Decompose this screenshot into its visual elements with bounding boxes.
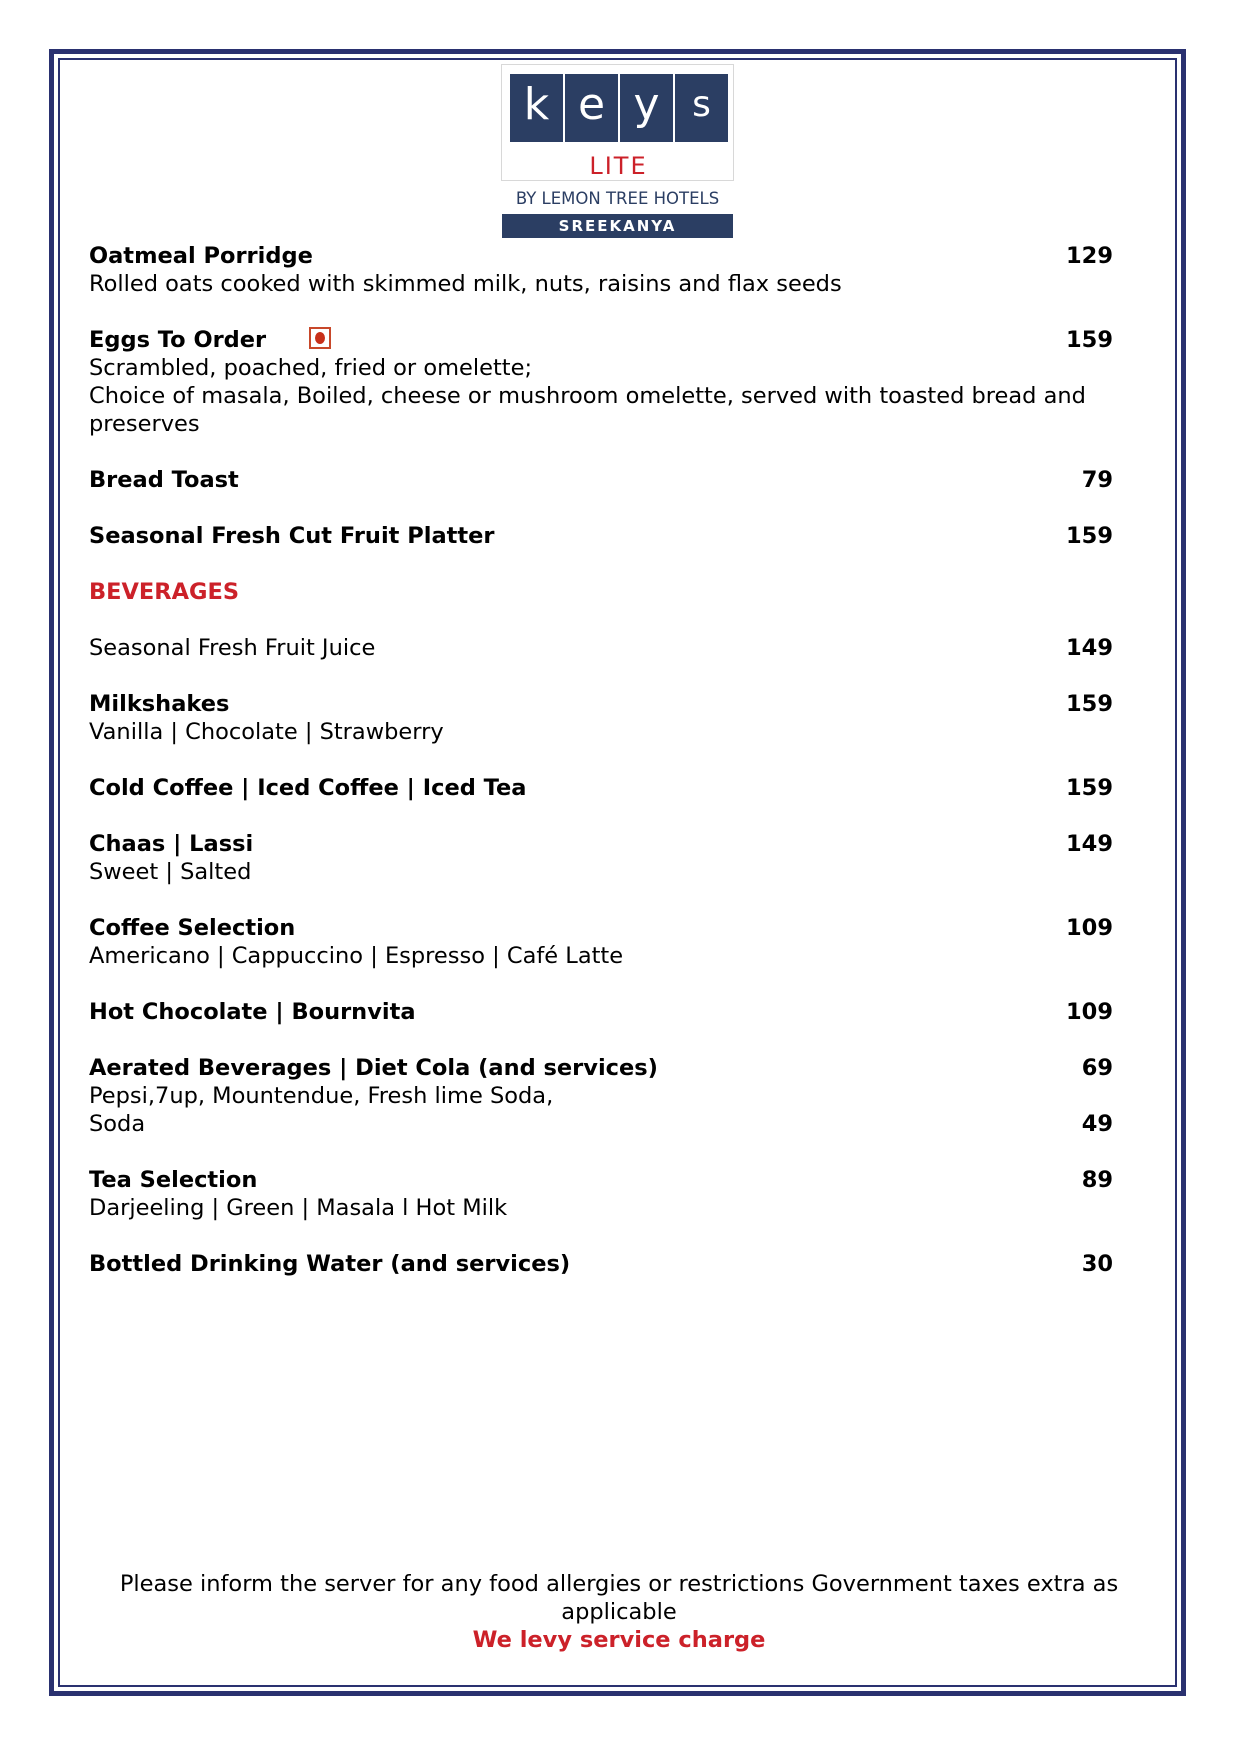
menu-item-price: 109 [1066, 999, 1113, 1025]
logo-byline: BY LEMON TREE HOTELS [515, 189, 720, 208]
menu-item-name: Oatmeal Porridge [89, 243, 313, 269]
menu-item-description: Rolled oats cooked with skimmed milk, nuts, raisins and flax seeds [89, 271, 842, 297]
hotel-logo [501, 64, 734, 238]
menu-item-price: 159 [1066, 327, 1113, 353]
variant-name: Soda [89, 1111, 146, 1137]
section-title-beverages: BEVERAGES [89, 579, 240, 605]
menu-item-row [89, 242, 1113, 270]
menu-item [89, 1166, 1113, 1222]
menu-item-description: Sweet | Salted [89, 859, 252, 885]
menu-item-description: Pepsi,7up, Mountendue, Fresh lime Soda, [89, 1083, 554, 1109]
menu-item [89, 998, 1113, 1026]
menu-item-price: 149 [1066, 635, 1113, 661]
menu-item-row [89, 1250, 1113, 1278]
logo-lite: LITE [589, 152, 648, 180]
menu-item [89, 634, 1113, 662]
footer [89, 1570, 1149, 1654]
menu-item-row [89, 1166, 1113, 1194]
menu-item-row [89, 774, 1113, 802]
logo-letter: k [510, 74, 563, 142]
footer-note: Please inform the server for any food allergies or restrictions Government taxes extra as applicable [119, 1571, 1119, 1625]
menu-item [89, 1054, 1113, 1138]
menu-item-price: 149 [1066, 831, 1113, 857]
menu-item-price: 159 [1066, 775, 1113, 801]
menu-item-description: Vanilla | Chocolate | Strawberry [89, 719, 444, 745]
menu-item [89, 242, 1113, 298]
menu-item-price: 69 [1081, 1055, 1113, 1081]
menu-item-description: Scrambled, poached, fried or omelette; [89, 355, 533, 381]
menu-item-row [89, 634, 1113, 662]
menu-item-price: 89 [1081, 1167, 1113, 1193]
menu-item-row [89, 998, 1113, 1026]
breakfast-items [89, 242, 1113, 550]
non-veg-icon [309, 327, 331, 349]
menu-item-price: 30 [1081, 1251, 1113, 1277]
menu-item-name: Bottled Drinking Water (and services) [89, 1251, 571, 1277]
logo-letter: y [620, 74, 673, 142]
logo-letter: e [565, 74, 618, 142]
menu-item-price: 159 [1066, 691, 1113, 717]
variant-price: 49 [1081, 1111, 1113, 1137]
menu-item-row [89, 914, 1113, 942]
beverage-items [89, 634, 1113, 1278]
menu-item [89, 466, 1113, 494]
menu-item-description: Americano | Cappuccino | Espresso | Café Latte [89, 943, 624, 969]
menu-item-name: Cold Coffee | Iced Coffee | Iced Tea [89, 775, 527, 801]
menu-item [89, 830, 1113, 886]
menu-item-price: 159 [1066, 523, 1113, 549]
menu-item [89, 1250, 1113, 1278]
menu-item-name: Chaas | Lassi [89, 831, 254, 857]
menu-item-name: Hot Chocolate | Bournvita [89, 999, 416, 1025]
menu-item-name: Coffee Selection [89, 915, 296, 941]
menu-item-description: Darjeeling | Green | Masala l Hot Milk [89, 1195, 508, 1221]
menu-item-name: Seasonal Fresh Fruit Juice [89, 635, 376, 661]
menu-item [89, 690, 1113, 746]
menu-item-price: 109 [1066, 915, 1113, 941]
menu-item-price: 129 [1066, 243, 1113, 269]
menu-item [89, 914, 1113, 970]
menu-item-row [89, 830, 1113, 858]
menu-item-variant [89, 1110, 1113, 1138]
menu-item-price: 79 [1081, 467, 1113, 493]
menu-item-row [89, 690, 1113, 718]
menu-item-description: preserves [89, 411, 200, 437]
menu-item-name: Tea Selection [89, 1167, 258, 1193]
service-charge-note: We levy service charge [472, 1627, 766, 1653]
menu-item [89, 522, 1113, 550]
menu-item-description: Choice of masala, Boiled, cheese or mushroom omelette, served with toasted bread and [89, 383, 1086, 409]
menu-item-row [89, 1054, 1113, 1082]
menu-item-name: Milkshakes [89, 691, 230, 717]
menu-item [89, 774, 1113, 802]
logo-keys-panel [501, 64, 734, 181]
logo-letter: s [675, 74, 728, 142]
menu [89, 242, 1113, 1306]
menu-item-name: Bread Toast [89, 467, 239, 493]
logo-location: SREEKANYA [502, 214, 733, 238]
menu-item-name: Eggs To Order [89, 327, 267, 353]
menu-item-row [89, 466, 1113, 494]
menu-item-name: Seasonal Fresh Cut Fruit Platter [89, 523, 495, 549]
menu-item-name: Aerated Beverages | Diet Cola (and services) [89, 1055, 658, 1081]
menu-item [89, 326, 1113, 438]
menu-item-row [89, 326, 1113, 354]
menu-item-row [89, 522, 1113, 550]
